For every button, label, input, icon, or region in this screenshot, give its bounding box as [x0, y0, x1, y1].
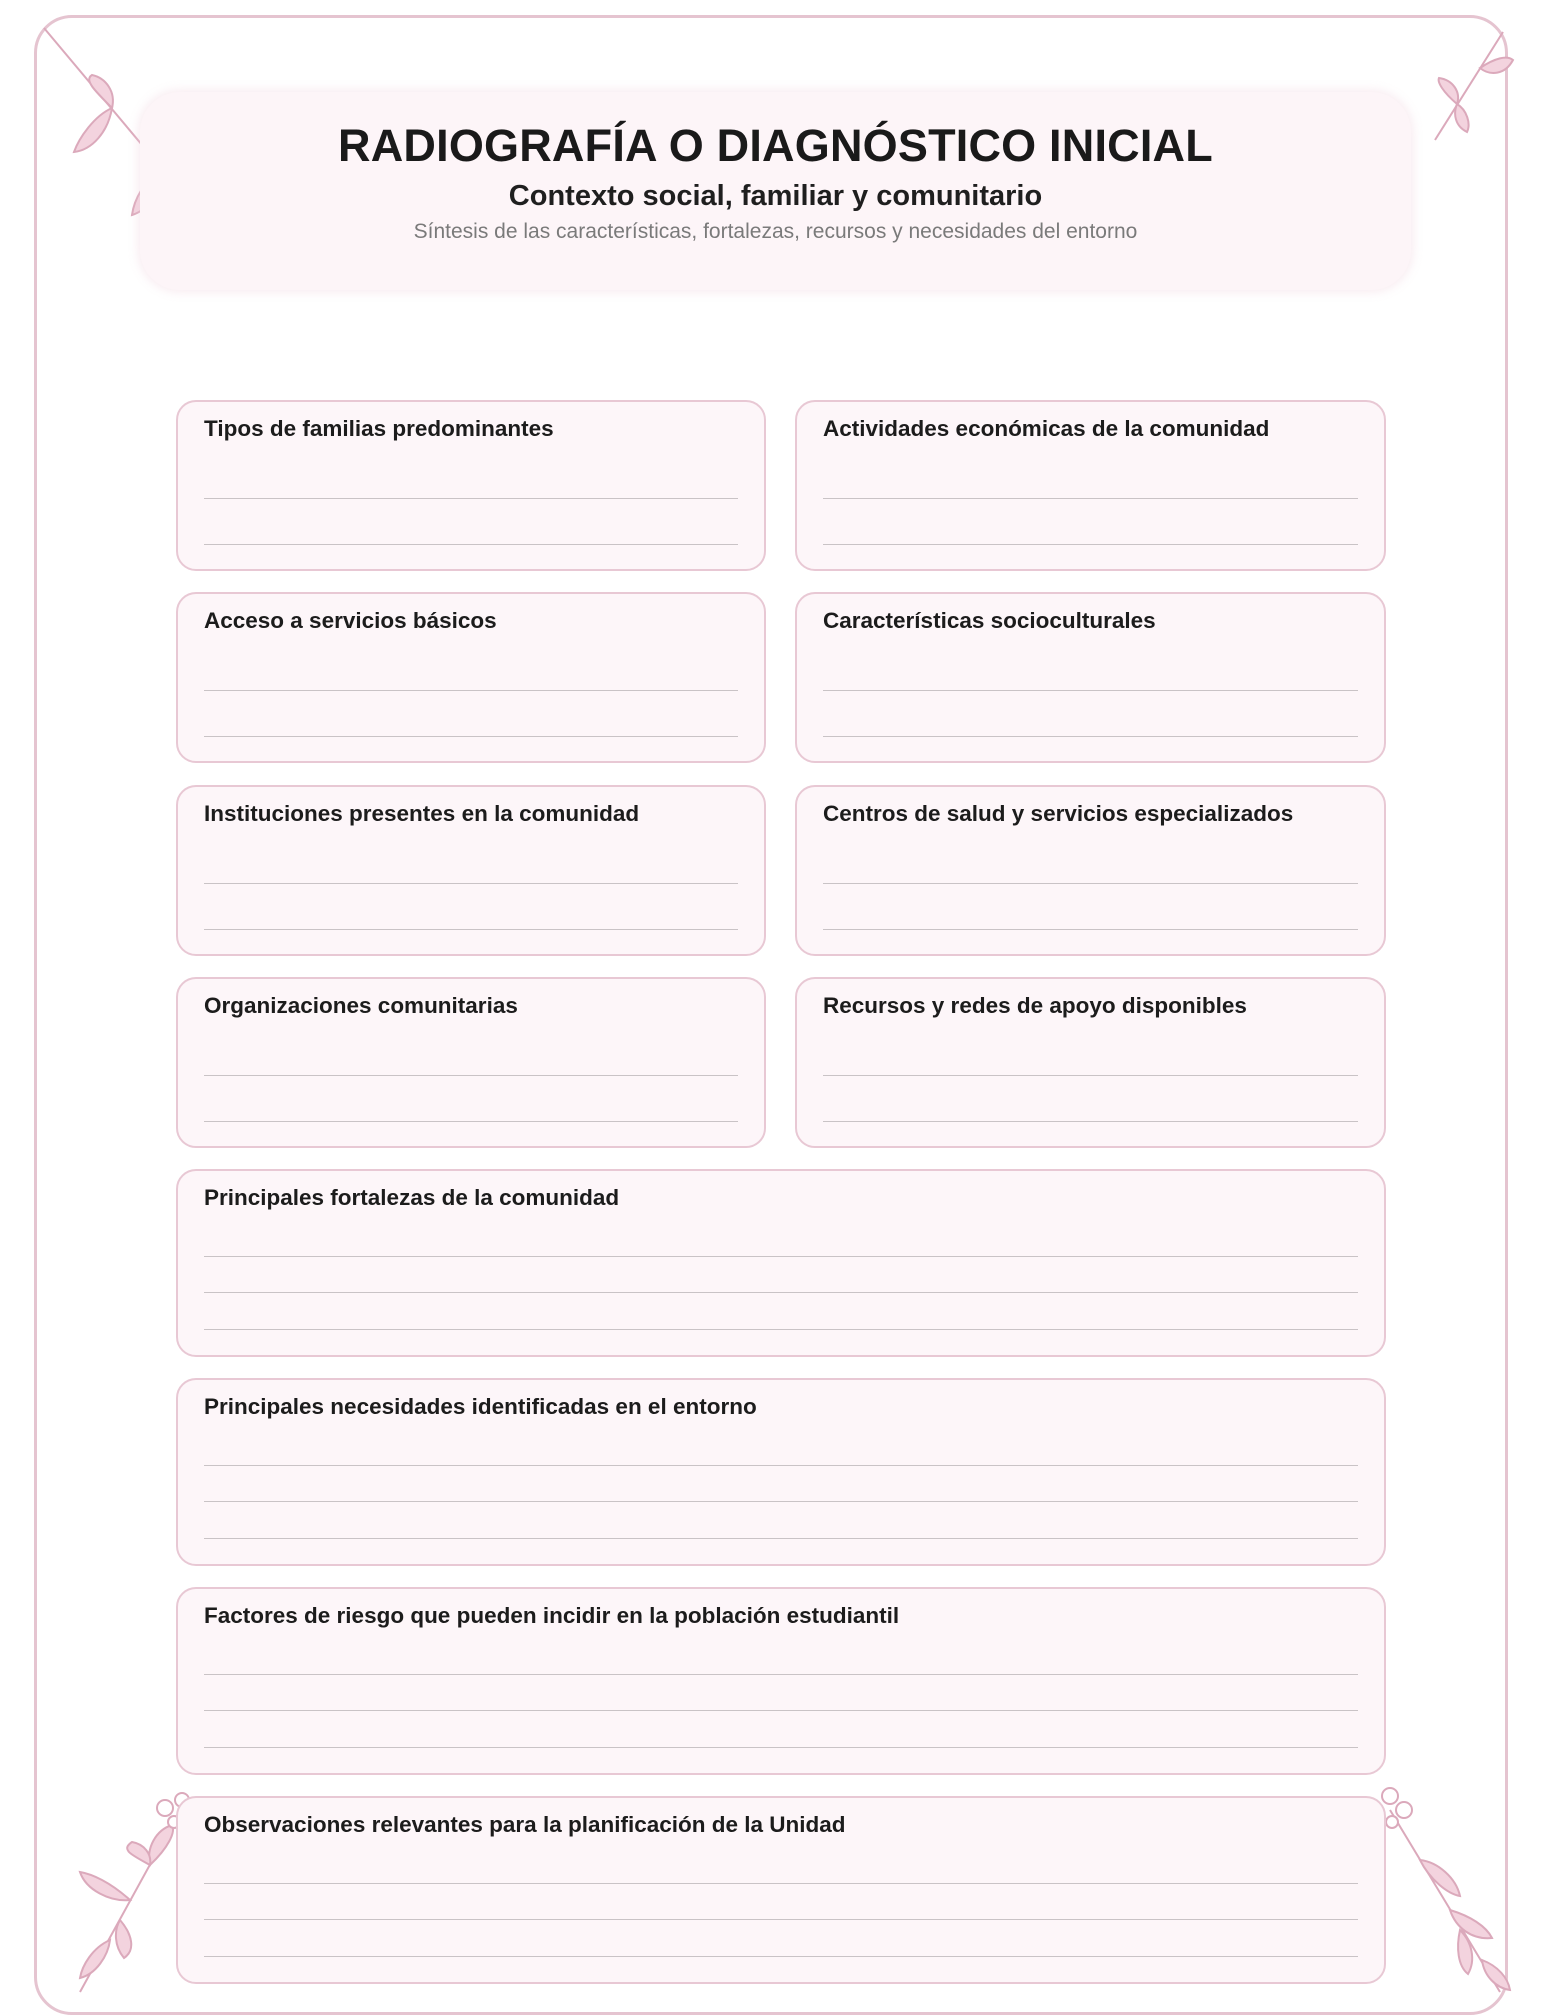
writing-line[interactable]	[204, 1919, 1358, 1920]
writing-line[interactable]	[823, 929, 1358, 930]
writing-line[interactable]	[204, 883, 738, 884]
writing-line[interactable]	[204, 736, 738, 737]
page-title: RADIOGRAFÍA O DIAGNÓSTICO INICIAL	[338, 120, 1213, 171]
section-necesidades	[176, 1378, 1386, 1566]
section-label: Instituciones presentes en la comunidad	[204, 801, 640, 826]
section-factores-riesgo	[176, 1587, 1386, 1775]
section-label: Centros de salud y servicios especializados	[823, 801, 1294, 826]
writing-line[interactable]	[204, 1956, 1358, 1957]
header-panel	[140, 92, 1411, 290]
section-observaciones	[176, 1796, 1386, 1984]
section-label: Tipos de familias predominantes	[204, 416, 554, 441]
writing-line[interactable]	[204, 1256, 1358, 1257]
section-recursos-redes	[795, 977, 1386, 1148]
section-organizaciones	[176, 977, 766, 1148]
section-label: Recursos y redes de apoyo disponibles	[823, 993, 1247, 1018]
writing-line[interactable]	[823, 498, 1358, 499]
floral-branch-icon-top-right	[1395, 20, 1515, 170]
writing-line[interactable]	[204, 1465, 1358, 1466]
writing-line[interactable]	[204, 1121, 738, 1122]
section-label: Acceso a servicios básicos	[204, 608, 497, 633]
writing-line[interactable]	[204, 929, 738, 930]
writing-line[interactable]	[204, 1292, 1358, 1293]
section-instituciones	[176, 785, 766, 956]
section-label: Principales fortalezas de la comunidad	[204, 1185, 620, 1210]
section-label: Características socioculturales	[823, 608, 1156, 633]
section-label: Actividades económicas de la comunidad	[823, 416, 1270, 441]
writing-line[interactable]	[823, 544, 1358, 545]
section-label: Observaciones relevantes para la planificación de la Unidad	[204, 1812, 846, 1837]
writing-line[interactable]	[823, 883, 1358, 884]
section-fortalezas	[176, 1169, 1386, 1357]
section-tipos-familias	[176, 400, 766, 571]
writing-line[interactable]	[204, 1329, 1358, 1330]
section-label: Factores de riesgo que pueden incidir en la población estudiantil	[204, 1603, 900, 1628]
writing-line[interactable]	[204, 1747, 1358, 1748]
writing-line[interactable]	[204, 1674, 1358, 1675]
writing-line[interactable]	[204, 1710, 1358, 1711]
writing-line[interactable]	[204, 544, 738, 545]
writing-line[interactable]	[204, 1075, 738, 1076]
section-actividades-economicas	[795, 400, 1386, 571]
writing-line[interactable]	[204, 1538, 1358, 1539]
section-centros-salud	[795, 785, 1386, 956]
section-caracteristicas-socioculturales	[795, 592, 1386, 763]
page-subtitle: Contexto social, familiar y comunitario	[508, 180, 1043, 212]
writing-line[interactable]	[823, 1075, 1358, 1076]
section-label: Principales necesidades identificadas en el entorno	[204, 1394, 757, 1419]
writing-line[interactable]	[204, 1501, 1358, 1502]
writing-line[interactable]	[204, 498, 738, 499]
writing-line[interactable]	[823, 690, 1358, 691]
writing-line[interactable]	[823, 1121, 1358, 1122]
section-servicios-basicos	[176, 592, 766, 763]
page-description: Síntesis de las características, fortalezas, recursos y necesidades del entorno	[413, 220, 1138, 243]
section-label: Organizaciones comunitarias	[204, 993, 518, 1018]
writing-line[interactable]	[204, 1883, 1358, 1884]
writing-line[interactable]	[204, 690, 738, 691]
writing-line[interactable]	[823, 736, 1358, 737]
